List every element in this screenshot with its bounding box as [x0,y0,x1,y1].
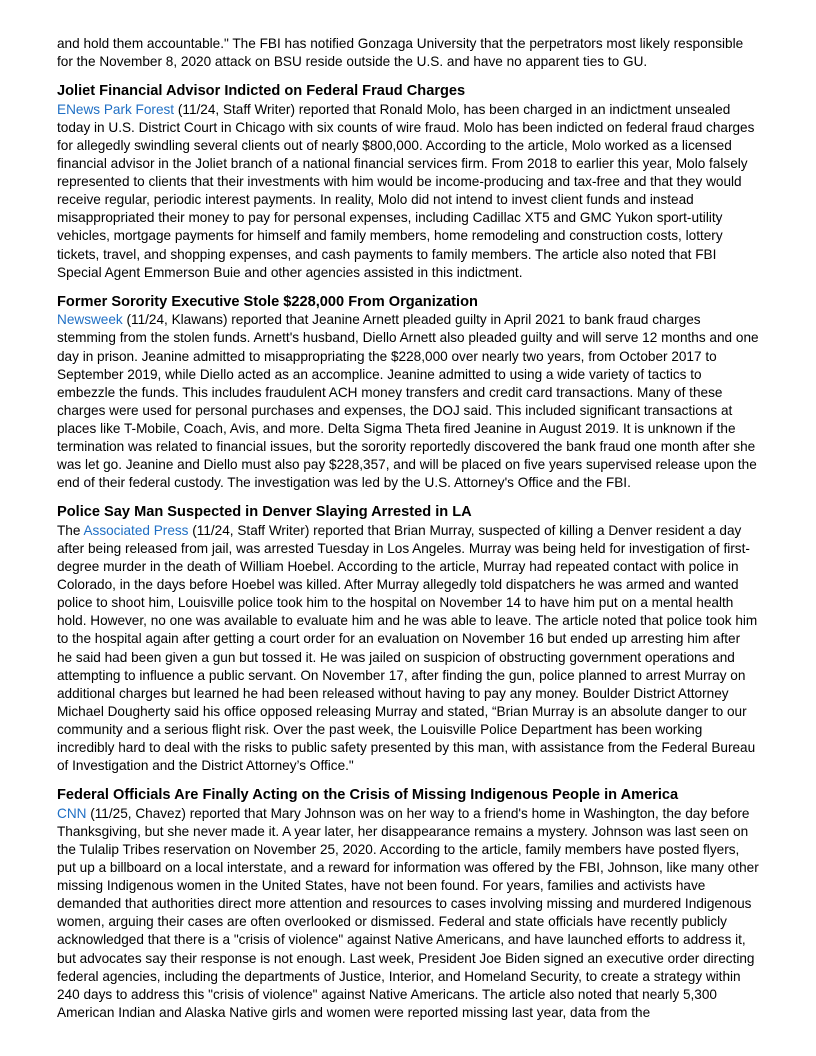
source-link-cnn[interactable]: CNN [57,805,87,821]
source-link-newsweek[interactable]: Newsweek [57,312,123,328]
article-body-paragraph [57,522,759,775]
intro-paragraph: and hold them accountable." The FBI has notified Gonzaga University that the perpetrators most likely responsible for the November 8, 2020 attack on BSU reside outside the U.S. and have no apparent ties to GU. [57,36,744,70]
article-body-text: (11/24, Staff Writer) reported that Ronald Molo, has been charged in an indictment unsealed today in U.S. District Court in Chicago with six counts of wire fraud. Molo has been indicted on federal fraud charges for allegedly swindling several clients out of nearly $800,000. According to the article, Molo worked as a licensed financial advisor in the Joliet branch of a national financial services firm. From 2018 to earlier this year, Molo falsely represented to clients that their investments with him would be income-producing and tax-free and that they would receive regular, periodic interest payments. In reality, Molo did not intend to invest client funds and instead misappropriated their money to pay for personal expenses, including Cadillac XT5 and GMC Yukon sport-utility vehicles, mortgage payments for himself and family members, home remodeling and construction costs, lottery tickets, travel, and shopping expenses, and cash payments to family members. The article also noted that FBI Special Agent Emmerson Buie and other agencies assisted in this indictment. [57,101,755,280]
article-body-paragraph [57,805,759,1022]
article-body-text: (11/24, Staff Writer) reported that Brian Murray, suspected of killing a Denver resident a day after being released from jail, was arrested Tuesday in Los Angeles. Murray was being held for investigation of first-degree murder in the death of William Hoebel. According to the article, Murray had repeated contact with police in Colorado, in the days before Hoebel was killed. After Murray allegedly told dispatchers he was armed and wanted police to shoot him, Louisville police took him to the hospital on November 14 to have him put on a mental health hold. However, no one was available to evaluate him and he was able to leave. The article noted that police took him to the hospital again after getting a court order for an evaluation on November 16 but ended up arresting him after he said had been given a gun but tossed it. He was jailed on suspicion of obstructing government operations and attempting to influence a public servant. On November 17, after finding the gun, police planned to arrest Murray on additional charges but learned he had been released without having to pay any money. Boulder District Attorney Michael Dougherty said his office opposed releasing Murray and stated, “Brian Murray is an absolute danger to our community and a serious flight risk. Over the past week, the Louisville Police Department has been working incredibly hard to deal with the risks to public safety presented by this man, with assistance from the Federal Bureau of Investigation and the District Attorney’s Office." [57,522,758,774]
article-body-paragraph [57,101,759,282]
article-body-text: (11/25, Chavez) reported that Mary Johnson was on her way to a friend's home in Washington, the day before Thanksgiving, but she never made it. A year later, her disappearance remains a mystery. Johnson was last seen on the Tulalip Tribes reservation on November 25, 2020. According to the article, family members have posted flyers, put up a billboard on a local interstate, and a reward for information was offered by the FBI, Johnson, like many other missing Indigenous women in the United States, have not been found. For years, families and activists have demanded that authorities direct more attention and resources to cases involving missing and murdered Indigenous women, arguing their cases are often overlooked or dismissed. Federal and state officials have recently publicly acknowledged that there is a "crisis of violence" against Native Americans, and have launched efforts to address it, but advocates say their response is not enough. Last week, President Joe Biden signed an executive order directing federal agencies, including the departments of Justice, Interior, and Homeland Security, to create a strategy within 240 days to address this "crisis of violence" against Native Americans. The article also noted that nearly 5,300 American Indian and Alaska Native girls and women were reported missing last year, data from the [57,805,759,1020]
article-headline: Joliet Financial Advisor Indicted on Federal Fraud Charges [57,83,466,100]
source-link-associated-press[interactable]: Associated Press [83,522,189,538]
article-lead-text: The [57,522,84,538]
article-body-paragraph [57,311,759,492]
article-johnson [57,786,759,1022]
source-link-enews-park-forest[interactable]: ENews Park Forest [57,101,175,117]
article-headline: Police Say Man Suspected in Denver Slaying Arrested in LA [57,504,472,521]
article-murray [57,503,759,775]
article-headline: Federal Officials Are Finally Acting on the Crisis of Missing Indigenous People in America [57,787,679,804]
article-headline: Former Sorority Executive Stole $228,000 From Organization [57,293,478,310]
article-body-text: (11/24, Klawans) reported that Jeanine Arnett pleaded guilty in April 2021 to bank fraud charges stemming from the stolen funds. Arnett's husband, Diello Arnett also pleaded guilty and will serve 12 months and one day in prison. Jeanine admitted to misappropriating the $228,000 over nearly two years, from October 2017 to September 2019, while Diello acted as an accomplice. Jeanine admitted to using a wide variety of tactics to embezzle the funds. This includes fraudulent ACH money transfers and credit card transactions. Many of these charges were used for personal purchases and expenses, the DOJ said. This included significant transactions at places like T-Mobile, Coach, Avis, and more. Delta Sigma Theta fired Jeanine in August 2019. It is unknown if the termination was related to financial issues, but the sorority reportedly discovered the bank fraud one month after she was let go. Jeanine and Diello must also pay $228,357, and will be placed on five years supervised release upon the end of their federal custody. The investigation was led by the U.S. Attorney's Office and the FBI. [57,312,759,491]
news-clip-page [57,35,759,1022]
article-molo [57,82,759,282]
article-arnett [57,293,759,493]
